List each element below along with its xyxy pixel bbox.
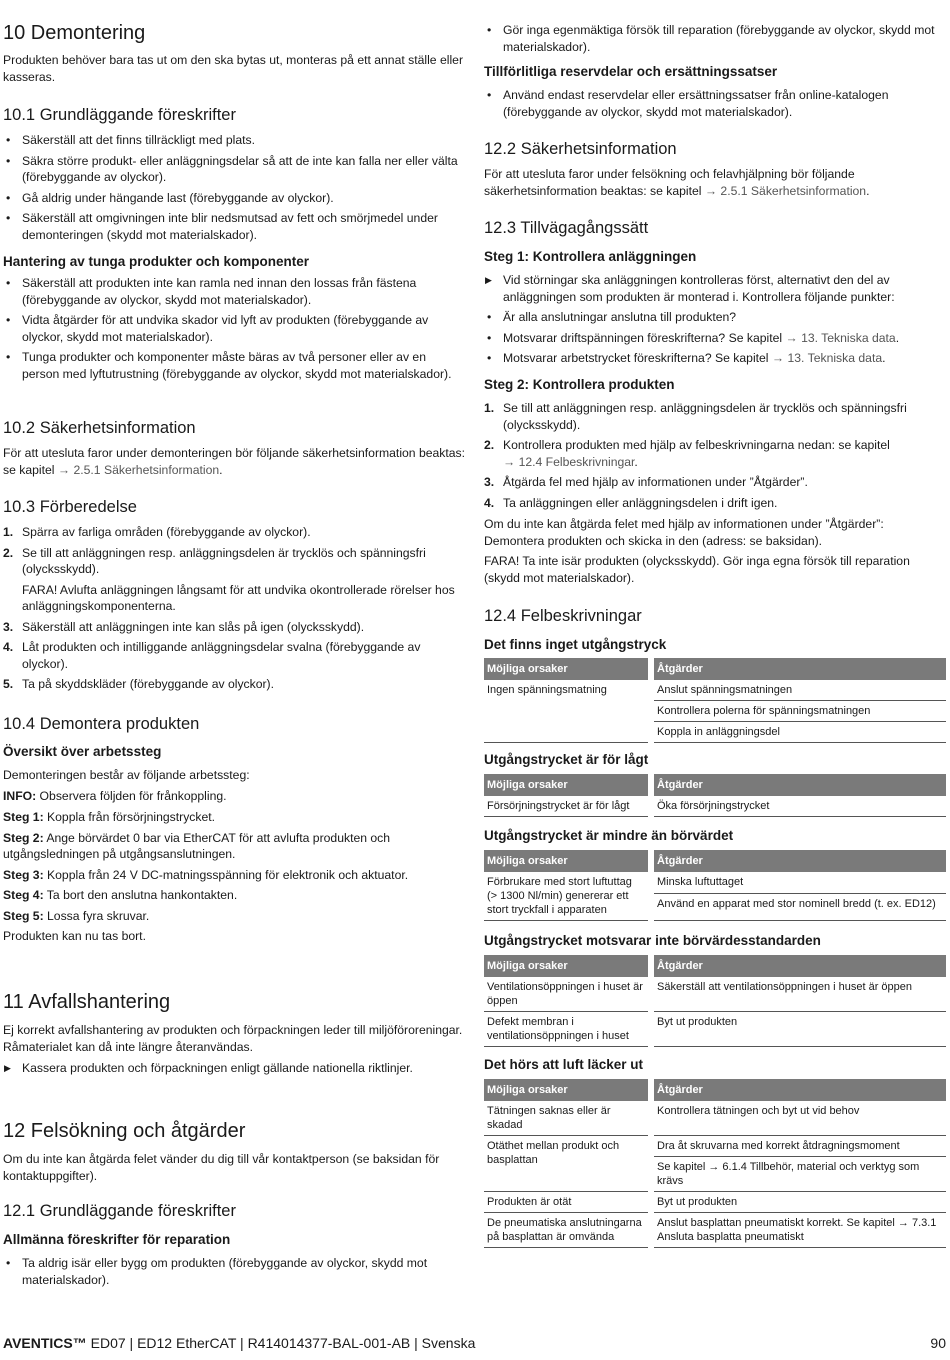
action-cell: Byt ut produkten [651, 1192, 946, 1213]
list-item: • Vidta åtgärder för att undvika skador vid lyft av produkten (förebyggande av olyckor, skydd mot materialskador). [3, 312, 466, 345]
heading-12-1: 12.1 Grundläggande föreskrifter [3, 1202, 236, 1220]
item-number: 4. [484, 495, 495, 510]
steps-list [3, 809, 466, 945]
item-number: 4. [3, 640, 14, 654]
action-cell: Anslut spänningsmatningen [651, 680, 946, 701]
heading-oversikt: Översikt över arbetssteg [3, 744, 162, 759]
link-2-5-1[interactable]: → 2.5.1 Säkerhetsinformation [704, 183, 867, 198]
item-text: Ta på skyddskläder (förebyggande av olyckor). [22, 677, 275, 691]
cause-cell: Defekt membran i ventilationsöppningen i huset [484, 1012, 651, 1047]
list-item [484, 474, 946, 491]
cause-cell: Otäthet mellan produkt och basplattan [484, 1136, 651, 1192]
list-item: ▶ Kassera produkten och förpackningen enligt gällande nationella riktlinjer. [3, 1060, 466, 1077]
step [3, 867, 466, 884]
list-item [3, 619, 466, 636]
table-row [484, 1012, 946, 1047]
list-10-1 [3, 132, 466, 247]
item-number: 2. [3, 545, 14, 560]
fault-table [484, 774, 946, 817]
list-reserv [484, 87, 946, 124]
list-top [484, 22, 946, 59]
text-10-2-body: För att utesluta faror under demonteringen bör följande säkerhetsinformation beaktas: se kapitel [3, 446, 466, 477]
list-item: • Säkerställ att produkten inte kan ramla ned innan den lossas från fästena (förebyggande av olyckor, skydd mot materialskador). [3, 275, 466, 308]
action-cell: Öka försörjningstrycket [651, 796, 946, 817]
heading-steg2: Steg 2: Kontrollera produkten [484, 377, 675, 392]
action-cell: Koppla in anläggningsdel [651, 722, 946, 743]
table-title: Det finns inget utgångstryck [484, 637, 667, 652]
step-text: Koppla från försörjningstrycket. [43, 810, 216, 824]
col-header: Möjliga orsaker [484, 774, 651, 796]
heading-10-4: 10.4 Demontera produkten [3, 715, 200, 733]
intro-10: Produkten behöver bara tas ut om den ska bytas ut, monteras på ett annat ställe eller kasseras. [3, 53, 464, 84]
fault-table [484, 1079, 946, 1248]
action-cell: Minska luftuttaget [651, 872, 946, 894]
text-oversikt: Demonteringen består av följande arbetssteg: [3, 768, 250, 782]
action-cell: Säkerställ att ventilationsöppningen i huset är öppen [651, 977, 946, 1012]
step-label: Steg 1: [3, 810, 44, 824]
action-cell: Dra åt skruvarna med korrekt åtdragningsmoment [651, 1136, 946, 1157]
table-row [484, 796, 946, 817]
action-cell: Byt ut produkten [651, 1012, 946, 1047]
item-text: Säkerställ att anläggningen inte kan slås på igen (olycksskydd). [22, 619, 365, 634]
brand-name: AVENTICS™ [3, 1335, 87, 1351]
text-11: Ej korrekt avfallshantering av produkten och förpackningen leder till miljöföroreningar. Råmaterialet kan då inte längre återanvändas. [3, 1023, 463, 1054]
list-item: • Motsvarar driftspänningen föreskrifterna? Se kapitel → 13. Tekniska data. [484, 330, 946, 347]
col-header: Åtgärder [651, 658, 946, 680]
text-omdu: Om du inte kan åtgärda felet med hjälp av informationen under ”Åtgärder”: Demontera produkten och skicka in den (adress: se baksidan). [484, 517, 884, 548]
col-header: Åtgärder [651, 955, 946, 977]
link-tekniska-data[interactable]: → 13. Tekniska data [785, 330, 896, 345]
list-item: • Ta aldrig isär eller bygg om produkten (förebyggande av olyckor, skydd mot materialskador). [3, 1255, 466, 1288]
action-cell: Använd en apparat med stor nominell bredd (t. ex. ED12) [651, 894, 946, 921]
item-number: 3. [484, 475, 495, 489]
item-text: Ta anläggningen eller anläggningsdelen i drift igen. [503, 495, 778, 510]
list-item [3, 676, 466, 693]
table-header [484, 955, 946, 977]
list-item: • Säkerställ att omgivningen inte blir nedsmutsad av fett och smörjmedel under demonteringen (skydd mot materialskador). [3, 210, 466, 243]
doc-info: ED07 | ED12 EtherCAT | R414014377-BAL-001-AB | Svenska [86, 1335, 476, 1351]
step [3, 809, 466, 826]
text-10-2: För att utesluta faror under demonteringen bör följande säkerhetsinformation beaktas: se kapitel → 2.5.1 Säkerhetsinformation. [3, 446, 466, 477]
cause-cell: Förbrukare med stort luftuttag (> 1300 Nl/min) genererar ett stort tryckfall i apparaten [484, 872, 651, 921]
step-text: Lossa fyra skruvar. [43, 908, 150, 923]
table-header [484, 774, 946, 796]
cause-cell: Tätningen saknas eller är skadad [484, 1101, 651, 1136]
item-number: 3. [3, 619, 14, 634]
table-header [484, 658, 946, 680]
item-text: Motsvarar arbetstrycket föreskrifterna? Se kapitel [503, 351, 769, 365]
step [3, 908, 466, 925]
list-item: • Tunga produkter och komponenter måste bäras av två personer eller av en person med lyftutrustning (förebyggande av olyckor, skydd mot materialskador). [3, 349, 466, 382]
heading-10-2: 10.2 Säkerhetsinformation [3, 419, 196, 437]
action-cell: Anslut basplattan pneumatiskt korrekt. Se kapitel → 7.3.1 Ansluta basplatta pneumatiskt [651, 1213, 946, 1248]
list-tunga [3, 275, 466, 386]
cause-cell: De pneumatiska anslutningarna på basplattan är omvända [484, 1213, 651, 1248]
text-12-2: För att utesluta faror under felsökning och felavhjälpning bör följande säkerhetsinformation beaktas: se kapitel → 2.5.1 Säkerhetsinformation. [484, 167, 870, 198]
step-text: Koppla från 24 V DC-matningsspänning för elektronik och aktuator. [43, 867, 409, 882]
table-row [484, 1136, 946, 1157]
table-row [484, 1192, 946, 1213]
info-text: Observera följden för frånkoppling. [36, 789, 227, 803]
text-tasbort: Produkten kan nu tas bort. [3, 929, 146, 943]
col-header: Möjliga orsaker [484, 1079, 651, 1101]
list-item: • Säkerställ att det finns tillräckligt med plats. [3, 132, 466, 149]
step [3, 830, 466, 863]
col-header: Åtgärder [651, 850, 946, 872]
list-item [484, 400, 946, 433]
item-text: Motsvarar driftspänningen föreskrifterna? Se kapitel [503, 330, 783, 345]
table-row [484, 977, 946, 1012]
table-row [484, 680, 946, 701]
info-note [3, 788, 466, 805]
item-number: 1. [3, 525, 14, 539]
list-item [3, 545, 466, 615]
list-allm [3, 1255, 466, 1292]
item-text: Låt produkten och intilliggande anläggningsdelar svalna (förebyggande av olyckor). [22, 640, 421, 671]
list-steg2 [484, 400, 946, 515]
list-steg1-intro [484, 272, 946, 309]
list-10-3 [3, 524, 466, 697]
list-11 [3, 1060, 466, 1081]
table-title: Utgångstrycket motsvarar inte börvärdesstandarden [484, 933, 821, 948]
step [3, 887, 466, 904]
table-header [484, 1079, 946, 1101]
heading-11: 11 Avfallshantering [3, 991, 171, 1013]
step-text: Ange börvärdet 0 bar via EtherCAT för att avlufta produkten och utgångsledningen på utgångsanslutningen. [3, 830, 391, 861]
heading-allm: Allmänna föreskrifter för reparation [3, 1232, 231, 1247]
col-header: Möjliga orsaker [484, 955, 651, 977]
heading-12-4: 12.4 Felbeskrivningar [484, 607, 642, 625]
col-header: Möjliga orsaker [484, 850, 651, 872]
action-cell: Kontrollera polerna för spänningsmatningen [651, 701, 946, 722]
heading-12-2: 12.2 Säkerhetsinformation [484, 140, 677, 158]
col-header: Åtgärder [651, 774, 946, 796]
link-felbeskrivningar[interactable]: → 12.4 Felbeskrivningar [503, 454, 635, 469]
fault-table [484, 658, 946, 743]
item-text: Se till att anläggningen resp. anläggningsdelen är trycklös och spänningsfri (olycksskydd). [22, 545, 426, 576]
item-text: Se till att anläggningen resp. anläggningsdelen är trycklös och spänningsfri (olycksskydd). [503, 401, 907, 432]
list-steg1 [484, 309, 946, 371]
list-item [484, 495, 946, 512]
table-header [484, 850, 946, 872]
list-item [3, 524, 466, 541]
table-title: Utgångstrycket är för lågt [484, 752, 649, 767]
fara-label: FARA! [484, 554, 520, 568]
fara-text: Ta inte isär produkten (olycksskydd). Gör inga egna försök till reparation (skydd mot materialskador). [484, 554, 910, 585]
item-text: Kontrollera produkten med hjälp av felbeskrivningarna nedan: se kapitel [503, 438, 890, 452]
step-label: Steg 4: [3, 888, 44, 902]
table-row [484, 872, 946, 894]
table-row [484, 1101, 946, 1136]
danger-note: FARA! Avlufta anläggningen långsamt för att undvika okontrollerade rörelser hos anläggningskomponenterna. [22, 582, 455, 613]
step-text: Ta bort den anslutna hankontakten. [43, 888, 238, 902]
item-number: 2. [484, 438, 495, 452]
cause-cell: Ingen spänningsmatning [484, 680, 651, 743]
heading-12: 12 Felsökning och åtgärder [3, 1120, 246, 1142]
list-item: 2. Kontrollera produkten med hjälp av felbeskrivningarna nedan: se kapitel → 12.4 Felbeskrivningar. [484, 438, 890, 469]
info-label: INFO: [3, 789, 37, 803]
col-header: Åtgärder [651, 1079, 946, 1101]
heading-tunga: Hantering av tunga produkter och komponenter [3, 254, 310, 269]
cause-cell: Produkten är otät [484, 1192, 651, 1213]
heading-12-3: 12.3 Tillvägagångssätt [484, 219, 649, 237]
action-cell: Se kapitel → 6.1.4 Tillbehör, material och verktyg som krävs [651, 1157, 946, 1192]
item-text: Åtgärda fel med hjälp av informationen under ”Åtgärder”. [503, 475, 808, 489]
table-title: Utgångstrycket är mindre än börvärdet [484, 828, 734, 843]
list-item [484, 309, 946, 326]
item-number: 1. [484, 401, 495, 415]
cause-cell: Försörjningstrycket är för lågt [484, 796, 651, 817]
list-item: • Använd endast reservdelar eller ersättningssatser från online-katalogen (förebyggande av olyckor, skydd mot materialskador). [484, 87, 946, 120]
table-row [484, 1213, 946, 1248]
action-cell: Kontrollera tätningen och byt ut vid behov [651, 1101, 946, 1136]
list-item: • Gör inga egenmäktiga försök till reparation (förebyggande av olyckor, skydd mot materialskador). [484, 22, 946, 55]
item-text: Spärra av farliga områden (förebyggande av olyckor). [22, 525, 311, 539]
page-number: 90 [930, 1335, 946, 1351]
step-label: Steg 5: [3, 908, 44, 923]
text-12-2-body: För att utesluta faror under felsökning och felavhjälpning bör följande säkerhetsinformation beaktas: se kapitel [484, 167, 855, 198]
text-12: Om du inte kan åtgärda felet vänder du dig till vår kontaktperson (se baksidan för kontaktuppgifter). [3, 1152, 440, 1183]
list-item: • Säkra större produkt- eller anläggningsdelar så att de inte kan falla ner eller välta (förebyggande av olyckor). [3, 153, 466, 186]
item-text: Är alla anslutningar anslutna till produkten? [503, 310, 737, 324]
heading-steg1: Steg 1: Kontrollera anläggningen [484, 249, 697, 264]
step-label: Steg 3: [3, 867, 44, 882]
link-2-5-1[interactable]: → 2.5.1 Säkerhetsinformation [57, 462, 220, 477]
link-tekniska-data[interactable]: → 13. Tekniska data [771, 351, 883, 365]
list-item: • Motsvarar arbetstrycket föreskrifterna? Se kapitel → 13. Tekniska data. [484, 350, 946, 367]
fara-note [484, 553, 946, 586]
fault-table [484, 955, 946, 1047]
heading-10: 10 Demontering [3, 22, 146, 44]
heading-reserv: Tillförlitliga reservdelar och ersättningssatser [484, 64, 778, 79]
fault-table [484, 850, 946, 921]
page-footer [3, 1335, 946, 1351]
col-header: Möjliga orsaker [484, 658, 651, 680]
step-label: Steg 2: [3, 830, 44, 845]
table-title: Det hörs att luft läcker ut [484, 1057, 644, 1072]
item-number: 5. [3, 677, 14, 691]
list-item [3, 639, 466, 672]
list-item: ▶ Vid störningar ska anläggningen kontrolleras först, alternativt den del av anläggningen som produkten är monterad i. Kontrollera följande punkter: [484, 272, 946, 305]
cause-cell: Ventilationsöppningen i huset är öppen [484, 977, 651, 1012]
heading-10-1: 10.1 Grundläggande föreskrifter [3, 106, 236, 124]
heading-10-3: 10.3 Förberedelse [3, 498, 137, 516]
list-item: • Gå aldrig under hängande last (förebyggande av olyckor). [3, 190, 466, 207]
